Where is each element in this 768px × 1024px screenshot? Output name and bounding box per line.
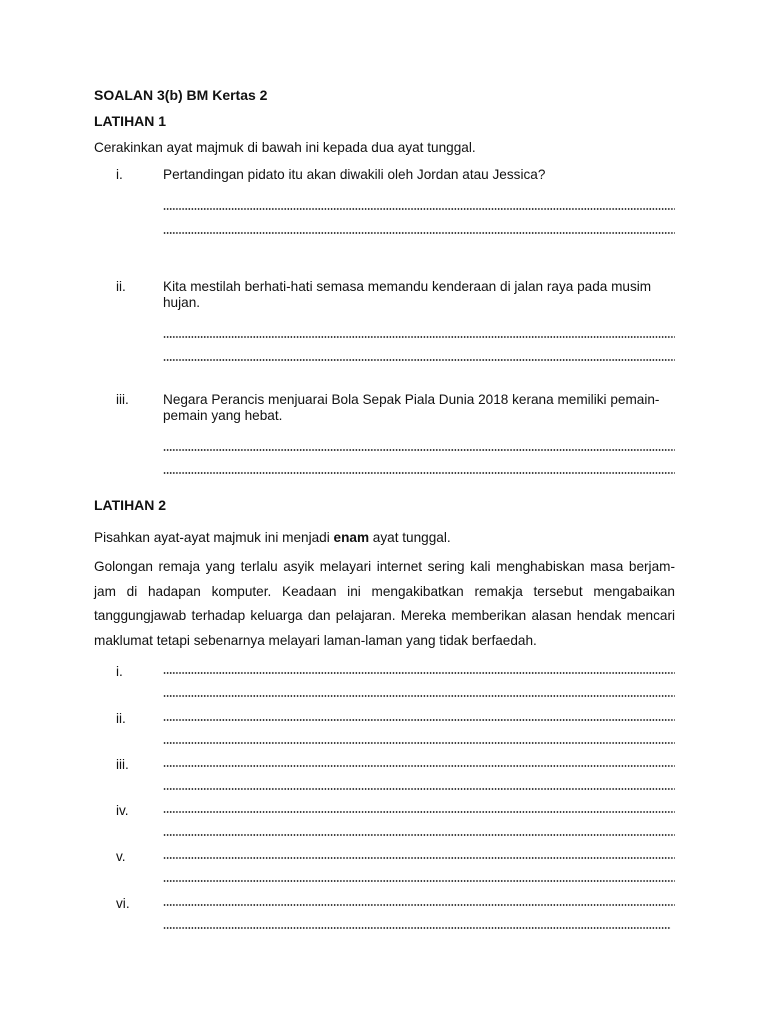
instruction-emphasis: enam: [333, 530, 370, 545]
answer-line[interactable]: [163, 926, 671, 930]
answer-line[interactable]: [163, 833, 675, 837]
answer-line[interactable]: [163, 787, 675, 791]
answer-line[interactable]: [163, 718, 675, 722]
answer-line[interactable]: [163, 741, 675, 745]
instruction-text: Pisahkan ayat-ayat majmuk ini menjadi: [94, 530, 334, 545]
answer-line[interactable]: [163, 358, 675, 362]
answer-number: i.: [116, 664, 123, 679]
question-text: Kita mestilah berhati-hati semasa memandu kenderaan di jalan raya pada musim hujan.: [163, 279, 652, 310]
answer-number: vi.: [116, 896, 130, 911]
answer-line[interactable]: [163, 764, 675, 768]
answer-number: iv.: [116, 803, 129, 818]
latihan-2-title: LATIHAN 2: [94, 497, 167, 513]
question-number: i.: [116, 167, 123, 182]
instruction-text: ayat tunggal.: [369, 530, 451, 545]
question-text: Pertandingan pidato itu akan diwakili oleh Jordan atau Jessica?: [163, 167, 546, 182]
answer-line[interactable]: [163, 671, 675, 675]
answer-line[interactable]: [163, 207, 675, 211]
answer-line[interactable]: [163, 448, 675, 452]
question-text: Negara Perancis menjuarai Bola Sepak Piala Dunia 2018 kerana memiliki pemain- pemain yang hebat.: [163, 392, 660, 423]
answer-line[interactable]: [163, 335, 675, 339]
worksheet-heading: SOALAN 3(b) BM Kertas 2: [94, 87, 268, 103]
answer-line[interactable]: [163, 471, 675, 475]
latihan-2-instruction: [94, 530, 451, 545]
latihan-1-instruction: Cerakinkan ayat majmuk di bawah ini kepada dua ayat tunggal.: [94, 140, 476, 155]
passage: Golongan remaja yang terlalu asyik melayari internet sering kali menghabiskan masa berjam-jam di hadapan komputer. Keadaan ini mengakibatkan remakja tersebut mengabaikan tanggungjawab terhadap keluarga dan pelajaran. Mereka memberikan alasan hendak mencari maklumat tetapi sebenarnya melayari laman-laman yang tidak berfaedah.: [94, 559, 675, 648]
answer-number: v.: [116, 849, 126, 864]
answer-line[interactable]: [163, 231, 675, 235]
answer-line[interactable]: [163, 879, 675, 883]
answer-number: iii.: [116, 757, 129, 772]
question-number: ii.: [116, 279, 126, 294]
answer-number: ii.: [116, 711, 126, 726]
answer-line[interactable]: [163, 903, 675, 907]
answer-line[interactable]: [163, 856, 675, 860]
question-number: iii.: [116, 392, 129, 407]
answer-line[interactable]: [163, 694, 675, 698]
latihan-1-title: LATIHAN 1: [94, 113, 167, 129]
answer-line[interactable]: [163, 810, 675, 814]
